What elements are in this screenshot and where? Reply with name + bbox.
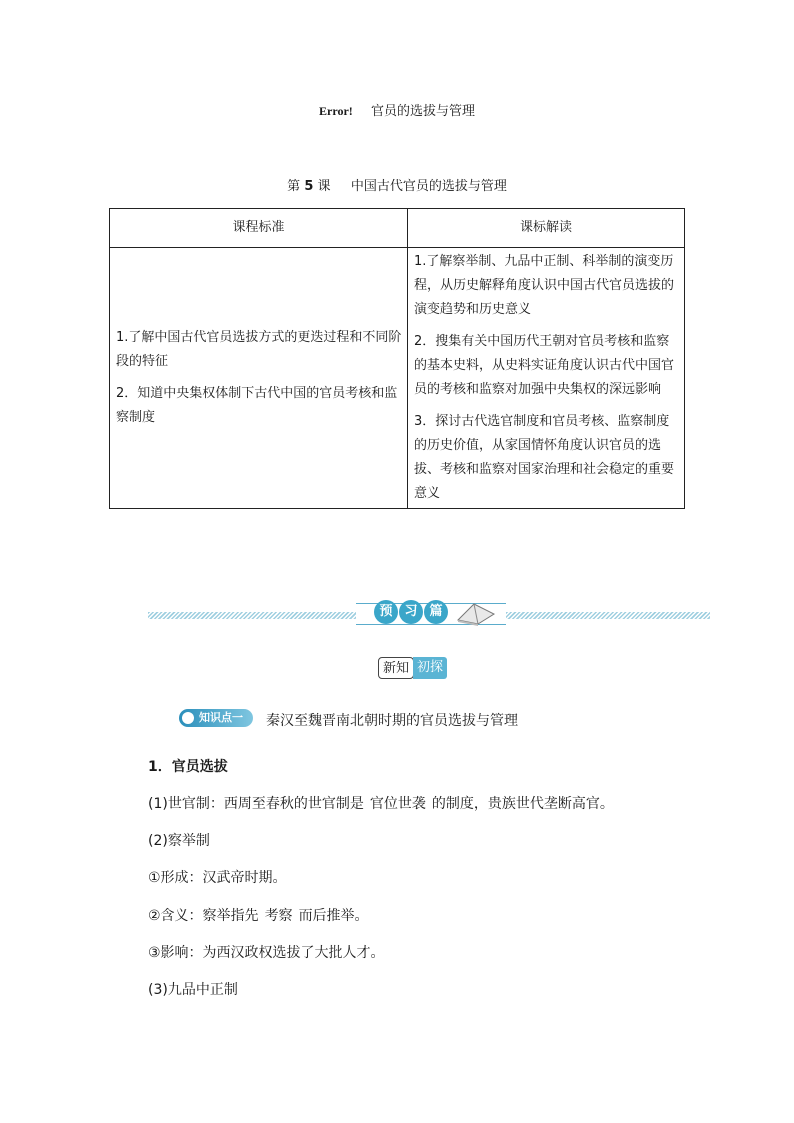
- xinzhi-label: [378, 657, 448, 679]
- paragraph-jiupin: (3)九品中正制: [148, 982, 238, 998]
- banner-char: 预: [374, 600, 398, 624]
- text-span: ②含义：察举指先: [148, 908, 259, 924]
- paragraph-meaning: [148, 905, 369, 925]
- badge-dot-icon: [182, 712, 194, 724]
- text-span: 而后推举。: [298, 908, 369, 924]
- error-text: Error!: [319, 104, 353, 118]
- banner-char: 篇: [424, 600, 448, 624]
- lesson-prefix: 第: [287, 179, 301, 194]
- header-title: 官员的选拔与管理: [370, 104, 475, 119]
- paragraph-formation: ①形成：汉武帝时期。: [148, 870, 287, 886]
- standard-item: 1.了解中国古代官员选拔方式的更迭过程和不同阶段的特征: [116, 330, 402, 369]
- standards-cell: [110, 248, 408, 509]
- fill-blank: 官位世袭: [369, 796, 426, 812]
- lesson-number: 5: [304, 179, 314, 194]
- header-interpretation: 课标解读: [408, 209, 685, 248]
- book-icon: [454, 600, 498, 626]
- xinzhi-left: 新知: [378, 657, 414, 679]
- paragraph-chajuzhi: (2)察举制: [148, 833, 210, 849]
- interpretation-cell: [408, 248, 685, 509]
- banner-char: 习: [399, 600, 423, 624]
- lesson-name: 中国古代官员的选拔与管理: [350, 179, 507, 194]
- paragraph-shiguanzhi: [148, 793, 614, 813]
- paragraph-influence: ③影响：为西汉政权选拔了大批人才。: [148, 945, 385, 961]
- section-banner: [148, 600, 710, 630]
- page-header: [0, 100, 794, 119]
- table-header-row: [110, 209, 685, 248]
- fill-blank: 考察: [264, 908, 293, 924]
- knowledge-point-title: 秦汉至魏晋南北朝时期的官员选拔与管理: [266, 713, 518, 729]
- hatch-left: [148, 612, 356, 619]
- text-span: 的制度，贵族世代垄断高官。: [431, 796, 614, 812]
- table-row: [110, 248, 685, 509]
- interpretation-item: 2．搜集有关中国历代王朝对官员考核和监察的基本史料，从史料实证角度认识古代中国官员的考核和监察对加强中央集权的深远影响: [414, 334, 675, 397]
- xinzhi-right: 初探: [413, 657, 447, 679]
- curriculum-standards-table: [109, 208, 685, 509]
- lesson-suffix: 课: [317, 179, 331, 194]
- interpretation-item: 1.了解察举制、九品中正制、科举制的演变历程，从历史解释角度认识中国古代官员选拔的演变趋势和历史意义: [414, 254, 675, 317]
- hatch-right: [506, 612, 710, 619]
- standard-item: 2．知道中央集权体制下古代中国的官员考核和监察制度: [116, 386, 398, 425]
- lesson-title: [0, 175, 794, 194]
- badge-label: 知识点一: [199, 711, 243, 724]
- section-heading: 1．官员选拔: [148, 759, 228, 775]
- knowledge-point-badge: [179, 709, 253, 727]
- interpretation-item: 3．探讨古代选官制度和官员考核、监察制度的历史价值，从家国情怀角度认识官员的选拔、考核和监察对国家治理和社会稳定的重要意义: [414, 414, 675, 501]
- header-standards: 课程标准: [110, 209, 408, 248]
- text-span: (1)世官制：西周至春秋的世官制是: [148, 796, 364, 812]
